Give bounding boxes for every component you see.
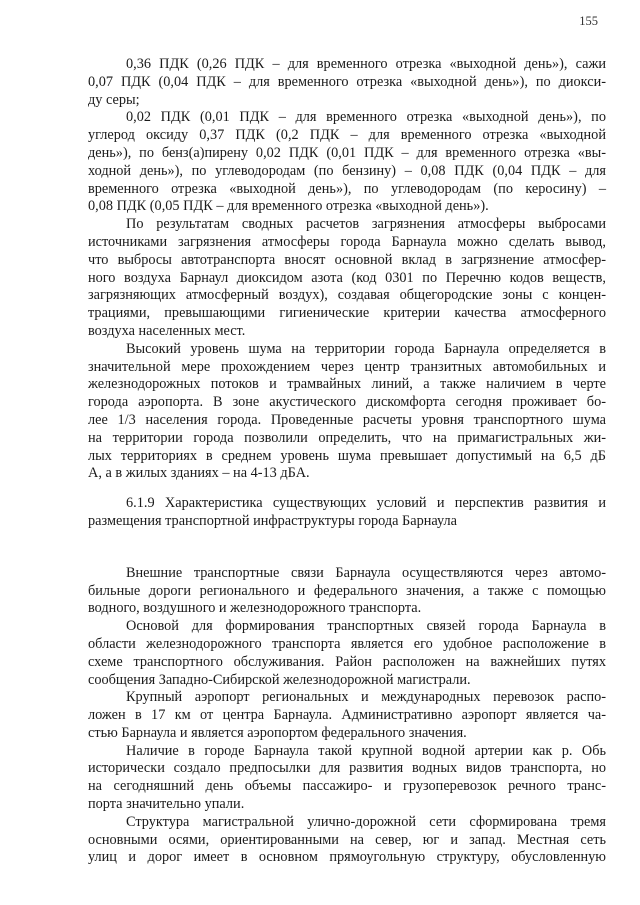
text-line: улиц и дорог имеет в основном прямоугольную структуру, обусловленную (88, 849, 606, 866)
text-line: ложен в 17 км от центра Барнаула. Административно аэропорт является ча- (88, 707, 606, 724)
heading-line: размещения транспортной инфраструктуры города Барнаула (88, 512, 458, 529)
paragraph-external-links (88, 565, 606, 618)
paragraph-noise-level (88, 341, 606, 483)
page-body (88, 56, 606, 867)
text-line: водного, воздушного и железнодорожного транспорта. (88, 600, 422, 617)
text-line: 0,36 ПДК (0,26 ПДК – для временного отрезка «выходной день»), сажи (126, 56, 606, 72)
text-line: области железнодорожного транспорта является его удобное расположение в (88, 635, 606, 652)
text-line: ходной день»), по углеводородам (по бензину) – 0,08 ПДК (0,04 ПДК – для (88, 162, 606, 179)
text-line: железнодорожных потоков и трамвайных линий, а также наличием в черте (88, 376, 606, 393)
text-line: По результатам сводных расчетов загрязнения атмосферы выбросами (126, 216, 606, 233)
text-line: ного воздуха Барнаул диоксидом азота (код 0301 по Перечню кодов веществ, (88, 269, 606, 286)
text-line: лее 1/3 населения города. Проведенные расчеты уровня транспортного шума (88, 411, 606, 428)
text-line: 0,07 ПДК (0,04 ПДК – для временного отрезка «выходной день»), по диокси- (88, 73, 606, 90)
text-line: временного отрезка «выходной день»), по углеводородам (по керосину) – (88, 180, 606, 197)
text-line: города аэропорта. В зоне акустического дискомфорта сегодня проживает бо- (88, 394, 606, 411)
text-line: порта значительно упали. (88, 796, 245, 813)
text-line: загрязняющих атмосферный воздух), создавая общегородские зоны с концен- (88, 287, 606, 304)
paragraph-co-benzpyrene (88, 109, 606, 216)
text-line: 0,08 ПДК (0,05 ПДК – для временного отрезка «выходной день»). (88, 198, 489, 215)
text-line: Структура магистральной улично-дорожной сети сформирована тремя (126, 813, 606, 830)
text-line: стью Барнаула и является аэропортом федерального значения. (88, 724, 467, 741)
text-line: на территории города позволили определить, что на примагистральных жи- (88, 429, 606, 446)
text-line: А, а в жилых зданиях – на 4-13 дБА. (88, 465, 310, 482)
text-line: на сегодняшний день объемы пассажиро- и грузоперевозок речного транс- (88, 778, 606, 795)
heading-line: 6.1.9 Характеристика существующих условий и перспектив развития и (126, 495, 606, 512)
text-line: Наличие в городе Барнаула такой крупной водной артерии как р. Обь (126, 742, 606, 759)
text-line: исторически создало предпосылки для развития водных видов транспорта, но (88, 760, 606, 777)
text-line: углерод оксиду 0,37 ПДК (0,2 ПДК – для временного отрезка «выходной (88, 127, 606, 144)
text-line: 0,02 ПДК (0,01 ПДК – для временного отрезка «выходной день»), по (126, 109, 606, 126)
paragraph-so2-soot (88, 56, 606, 109)
paragraph-railway (88, 618, 606, 689)
text-line: Высокий уровень шума на территории города Барнаула определяется в (126, 340, 606, 357)
text-line: источниками загрязнения атмосферы города Барнаула можно сделать вывод, (88, 233, 606, 250)
spacer (88, 531, 606, 565)
text-line: основными осями, ориентированными на север, юг и запад. Местная сеть (88, 831, 606, 848)
spacer (88, 483, 606, 495)
text-line: Внешние транспортные связи Барнаула осуществляются через автомо- (126, 564, 606, 581)
text-line: день»), по бенз(а)пирену 0,02 ПДК (0,01 ПДК – для временного отрезка «вы- (88, 144, 606, 161)
paragraph-airport (88, 689, 606, 742)
section-heading (88, 495, 606, 531)
text-line: Основой для формирования транспортных связей города Барнаула в (126, 618, 606, 635)
paragraph-river (88, 743, 606, 814)
paragraph-road-network (88, 814, 606, 867)
text-line: Крупный аэропорт региональных и международных перевозок распо- (126, 689, 606, 706)
text-line: что выбросы автотранспорта вносят основной вклад в загрязнение атмосфер- (88, 251, 606, 268)
text-line: бильные дороги регионального и федерального значения, а также с помощью (88, 582, 606, 599)
text-line: ду серы; (88, 91, 140, 108)
text-line: схеме транспортного обслуживания. Район расположен на важнейших путях (88, 653, 606, 670)
text-line: сообщения Западно-Сибирской железнодорожной магистрали. (88, 671, 471, 688)
text-line: воздуха населенных мест. (88, 322, 246, 339)
text-line: значительной мере прохождением через центр транзитных автомобильных и (88, 358, 606, 375)
text-line: трациями, превышающими гигиенические критерии качества атмосферного (88, 305, 606, 322)
paragraph-emission-conclusion (88, 216, 606, 341)
text-line: лых территориях в среднем уровень шума превышает допустимый на 6,5 дБ (88, 447, 606, 464)
page-number: 155 (579, 14, 598, 28)
